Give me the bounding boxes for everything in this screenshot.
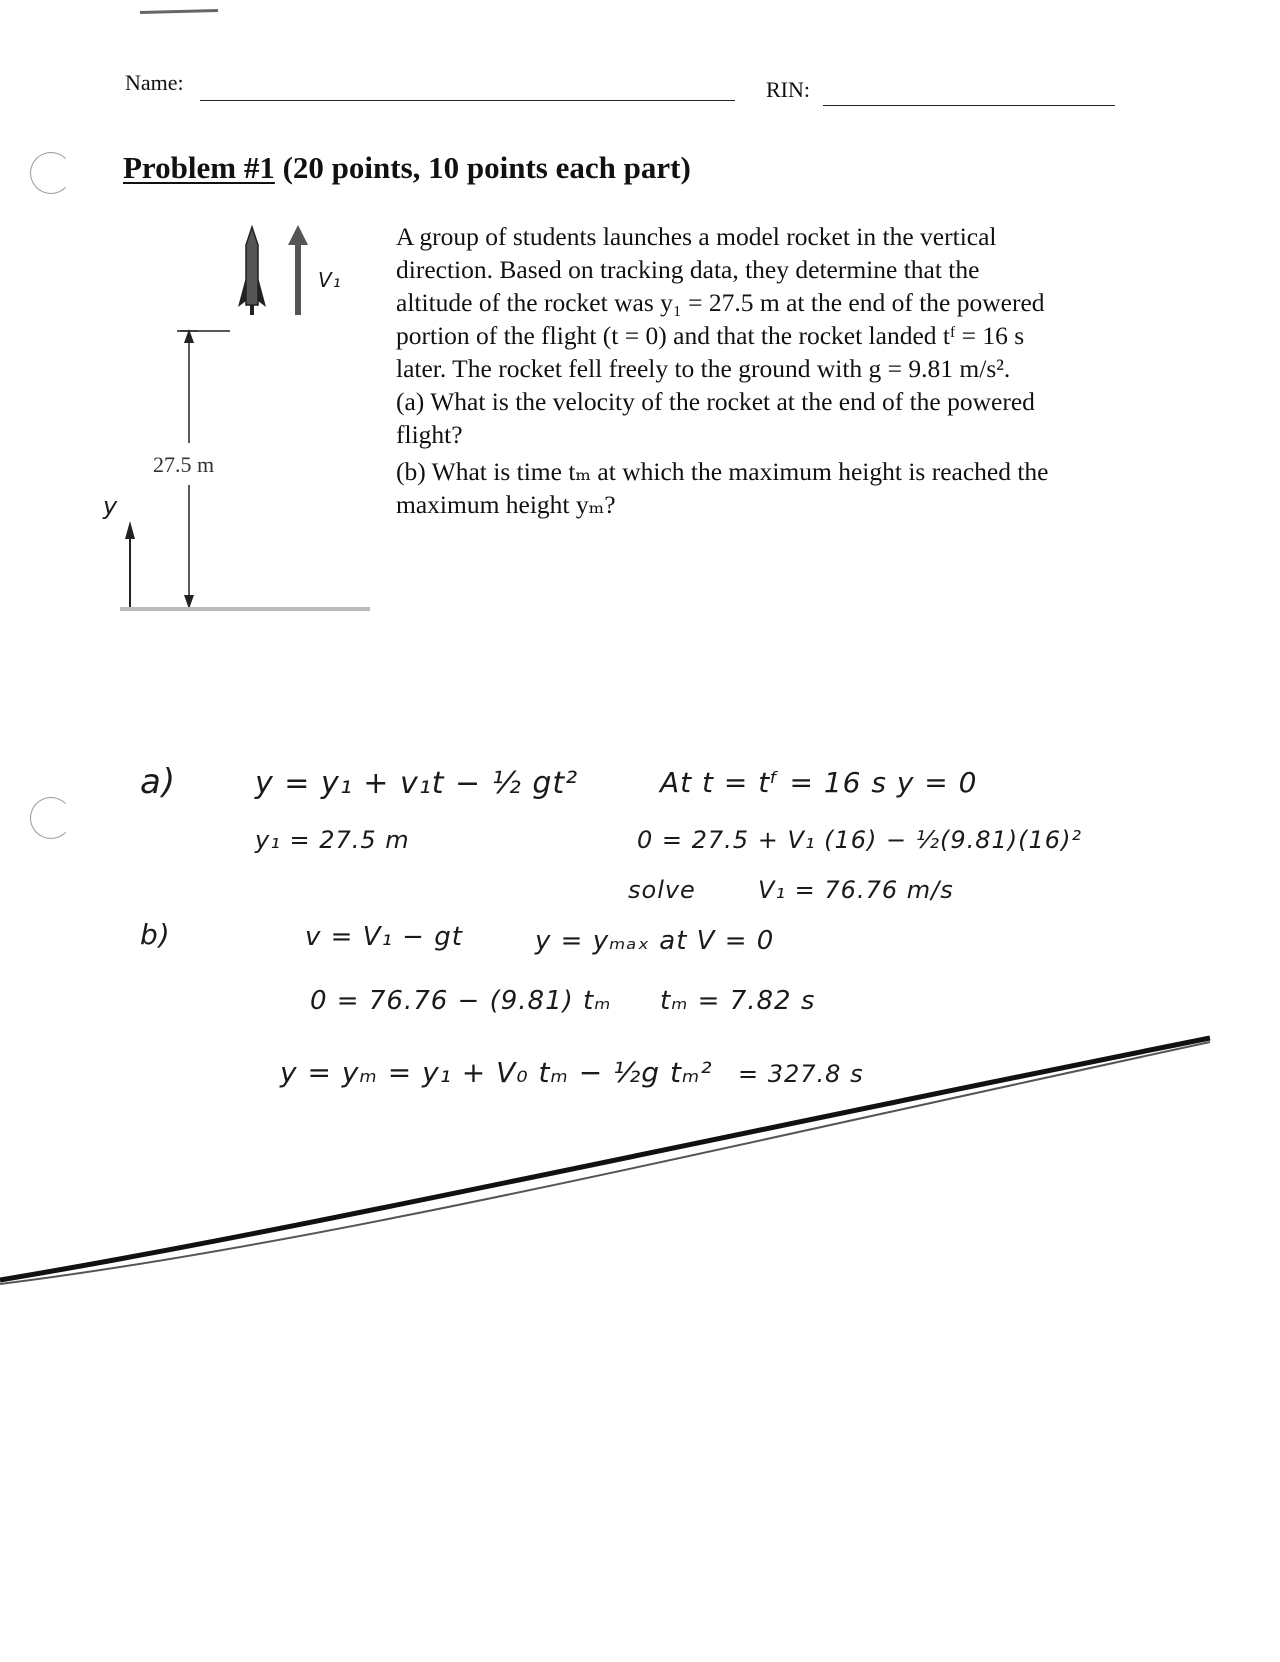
problem-line: A group of students launches a model rocket in the vertical [396,222,997,251]
problem-title [123,150,691,186]
problem-number: Problem #1 [123,150,275,185]
scan-mark [140,9,218,14]
name-label: Name: [125,70,184,95]
problem-line: portion of the flight (t = 0) and that the rocket landed tᶠ = 16 s [396,321,1025,350]
equation-a2: y₁ = 27.5 m [255,826,410,854]
condition-b: y = yₘₐₓ at V = 0 [535,926,775,956]
scan-edge-shadow [0,1030,1280,1290]
y-axis-label: y [103,492,119,520]
y-axis-arrow [125,521,135,607]
problem-points: (20 points, 10 points each part) [274,150,691,185]
problem-line: (b) What is time tₘ at which the maximum height is reached the [396,457,1049,486]
equation-b2: 0 = 76.76 − (9.81) tₘ [310,986,612,1016]
velocity-arrow [288,225,308,315]
result-a: V₁ = 76.76 m/s [758,876,954,904]
result-b2: = 327.8 s [738,1060,864,1088]
rin-label: RIN: [766,77,810,102]
condition-a: At t = tᶠ = 16 s y = 0 [660,766,978,799]
rin-field[interactable] [823,105,1115,106]
problem-line: later. The rocket fell freely to the ground with g = 9.81 m/s². [396,354,1011,383]
part-b-label: b) [140,918,171,951]
problem-line: (a) What is the velocity of the rocket at the end of the powered [396,387,1035,416]
problem-line: direction. Based on tracking data, they determine that the [396,255,980,284]
equation-b3: y = yₘ = y₁ + V₀ tₘ − ½g tₘ² [280,1056,713,1089]
rocket-icon [238,227,266,315]
equation-b1: v = V₁ − gt [305,922,463,952]
name-field[interactable] [200,100,735,101]
problem-statement [396,220,1166,521]
margin-circle-top [30,152,72,194]
problem-line: altitude of the rocket was y₁ = 27.5 m at the end of the powered [396,288,1045,317]
problem-line: maximum height yₘ? [396,490,616,519]
part-a-label: a) [140,762,177,802]
equation-a3: 0 = 27.5 + V₁ (16) − ½(9.81)(16)² [637,826,1083,854]
equation-a1: y = y₁ + v₁t − ½ gt² [255,766,579,801]
height-label: 27.5 m [153,452,215,477]
velocity-label: V₁ [318,268,342,292]
problem-line: flight? [396,420,463,449]
solve-word: solve [628,876,696,904]
rocket-figure [100,215,390,675]
result-b1: tₘ = 7.82 s [660,986,816,1016]
margin-circle-middle [30,797,72,839]
